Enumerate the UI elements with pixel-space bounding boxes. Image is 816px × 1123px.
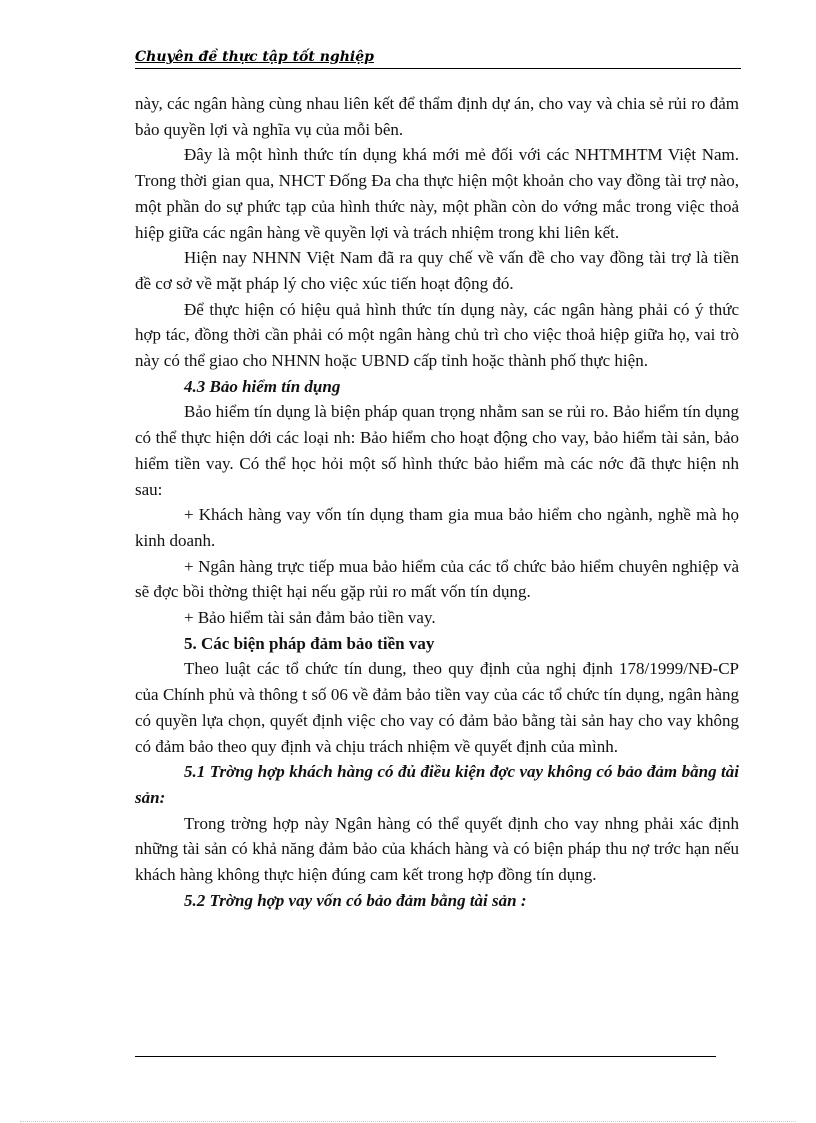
page-edge-divider bbox=[20, 1121, 796, 1122]
paragraph: Hiện nay NHNN Việt Nam đã ra quy chế về vấn đề cho vay đồng tài trợ là tiền đề cơ sở về mặt pháp lý cho việc xúc tiến hoạt động đó. bbox=[135, 248, 739, 293]
paragraph: Theo luật các tổ chức tín dung, theo quy định của nghị định 178/1999/NĐ-CP của Chính phủ và thông t số 06 về đảm bảo tiền vay của các tổ chức tín dụng, ngân hàng có quyền lựa chọn, quyết định việc cho vay có đảm bảo bằng tài sản hay cho vay không có đảm bảo theo quy định và chịu trách nhiệm về quyết định của mình. bbox=[135, 659, 739, 756]
header-title: Chuyên đề thực tập tốt nghiệp bbox=[135, 49, 374, 65]
bullet-paragraph: + Khách hàng vay vốn tín dụng tham gia mua bảo hiểm cho ngành, nghề mà họ kinh doanh. bbox=[135, 505, 739, 550]
subsection-heading: 5.2 Trờng hợp vay vốn có bảo đảm bằng tài sản : bbox=[184, 890, 527, 910]
paragraph: này, các ngân hàng cùng nhau liên kết để thẩm định dự án, cho vay và chia sẻ rủi ro đảm bảo quyền lợi và nghĩa vụ của mỗi bên. bbox=[135, 94, 739, 139]
paragraph: Đây là một hình thức tín dụng khá mới mẻ đối với các NHTMHTM Việt Nam. Trong thời gian qua, NHCT Đống Đa cha thực hiện một khoản cho vay đồng tài trợ nào, một phần do sự phức tạp của hình thức này, một phần còn do vớng mắc trong việc thoả hiệp giữa các ngân hàng về quyền lợi và trách nhiệm trong khi liên kết. bbox=[135, 145, 739, 242]
bullet-paragraph: + Bảo hiểm tài sản đảm bảo tiền vay. bbox=[184, 608, 436, 628]
paragraph: Để thực hiện có hiệu quả hình thức tín dụng này, các ngân hàng phải có ý thức hợp tác, đồng thời cần phải có một ngân hàng chủ trì cho việc thoả hiệp giữa họ, vai trò này có thể giao cho NHNN hoặc UBND cấp tỉnh hoặc thành phố thực hiện. bbox=[135, 299, 739, 371]
bullet-paragraph: + Ngân hàng trực tiếp mua bảo hiểm của các tổ chức bảo hiểm chuyên nghiệp và sẽ đợc bồi thờng thiệt hại nếu gặp rủi ro mất vốn tín dụng. bbox=[135, 556, 739, 602]
section-heading: 5. Các biện pháp đảm bảo tiền vay bbox=[184, 633, 435, 653]
footer-rule bbox=[135, 1056, 716, 1057]
page-header bbox=[135, 48, 741, 69]
paragraph: Bảo hiểm tín dụng là biện pháp quan trọng nhằm san se rủi ro. Bảo hiểm tín dụng có thể thực hiện dới các loại nh: Bảo hiểm cho hoạt động cho vay, bảo hiểm tài sản, bảo hiểm tiền vay. Có thể học hỏi một số hình thức bảo hiểm mà các nớc đã thực hiện nh sau: bbox=[135, 402, 739, 499]
paragraph: Trong trờng hợp này Ngân hàng có thể quyết định cho vay nhng phải xác định những tài sản có khả năng đảm bảo của khách hàng và có biện pháp thu nợ trớc hạn nếu khách hàng không thực hiện đúng cam kết trong hợp đồng tín dụng. bbox=[135, 813, 739, 885]
section-heading: 4.3 Bảo hiểm tín dụng bbox=[184, 376, 341, 396]
document-body bbox=[135, 91, 739, 914]
subsection-heading: 5.1 Trờng hợp khách hàng có đủ điều kiện đợc vay không có bảo đảm bằng tài sản: bbox=[135, 762, 739, 807]
